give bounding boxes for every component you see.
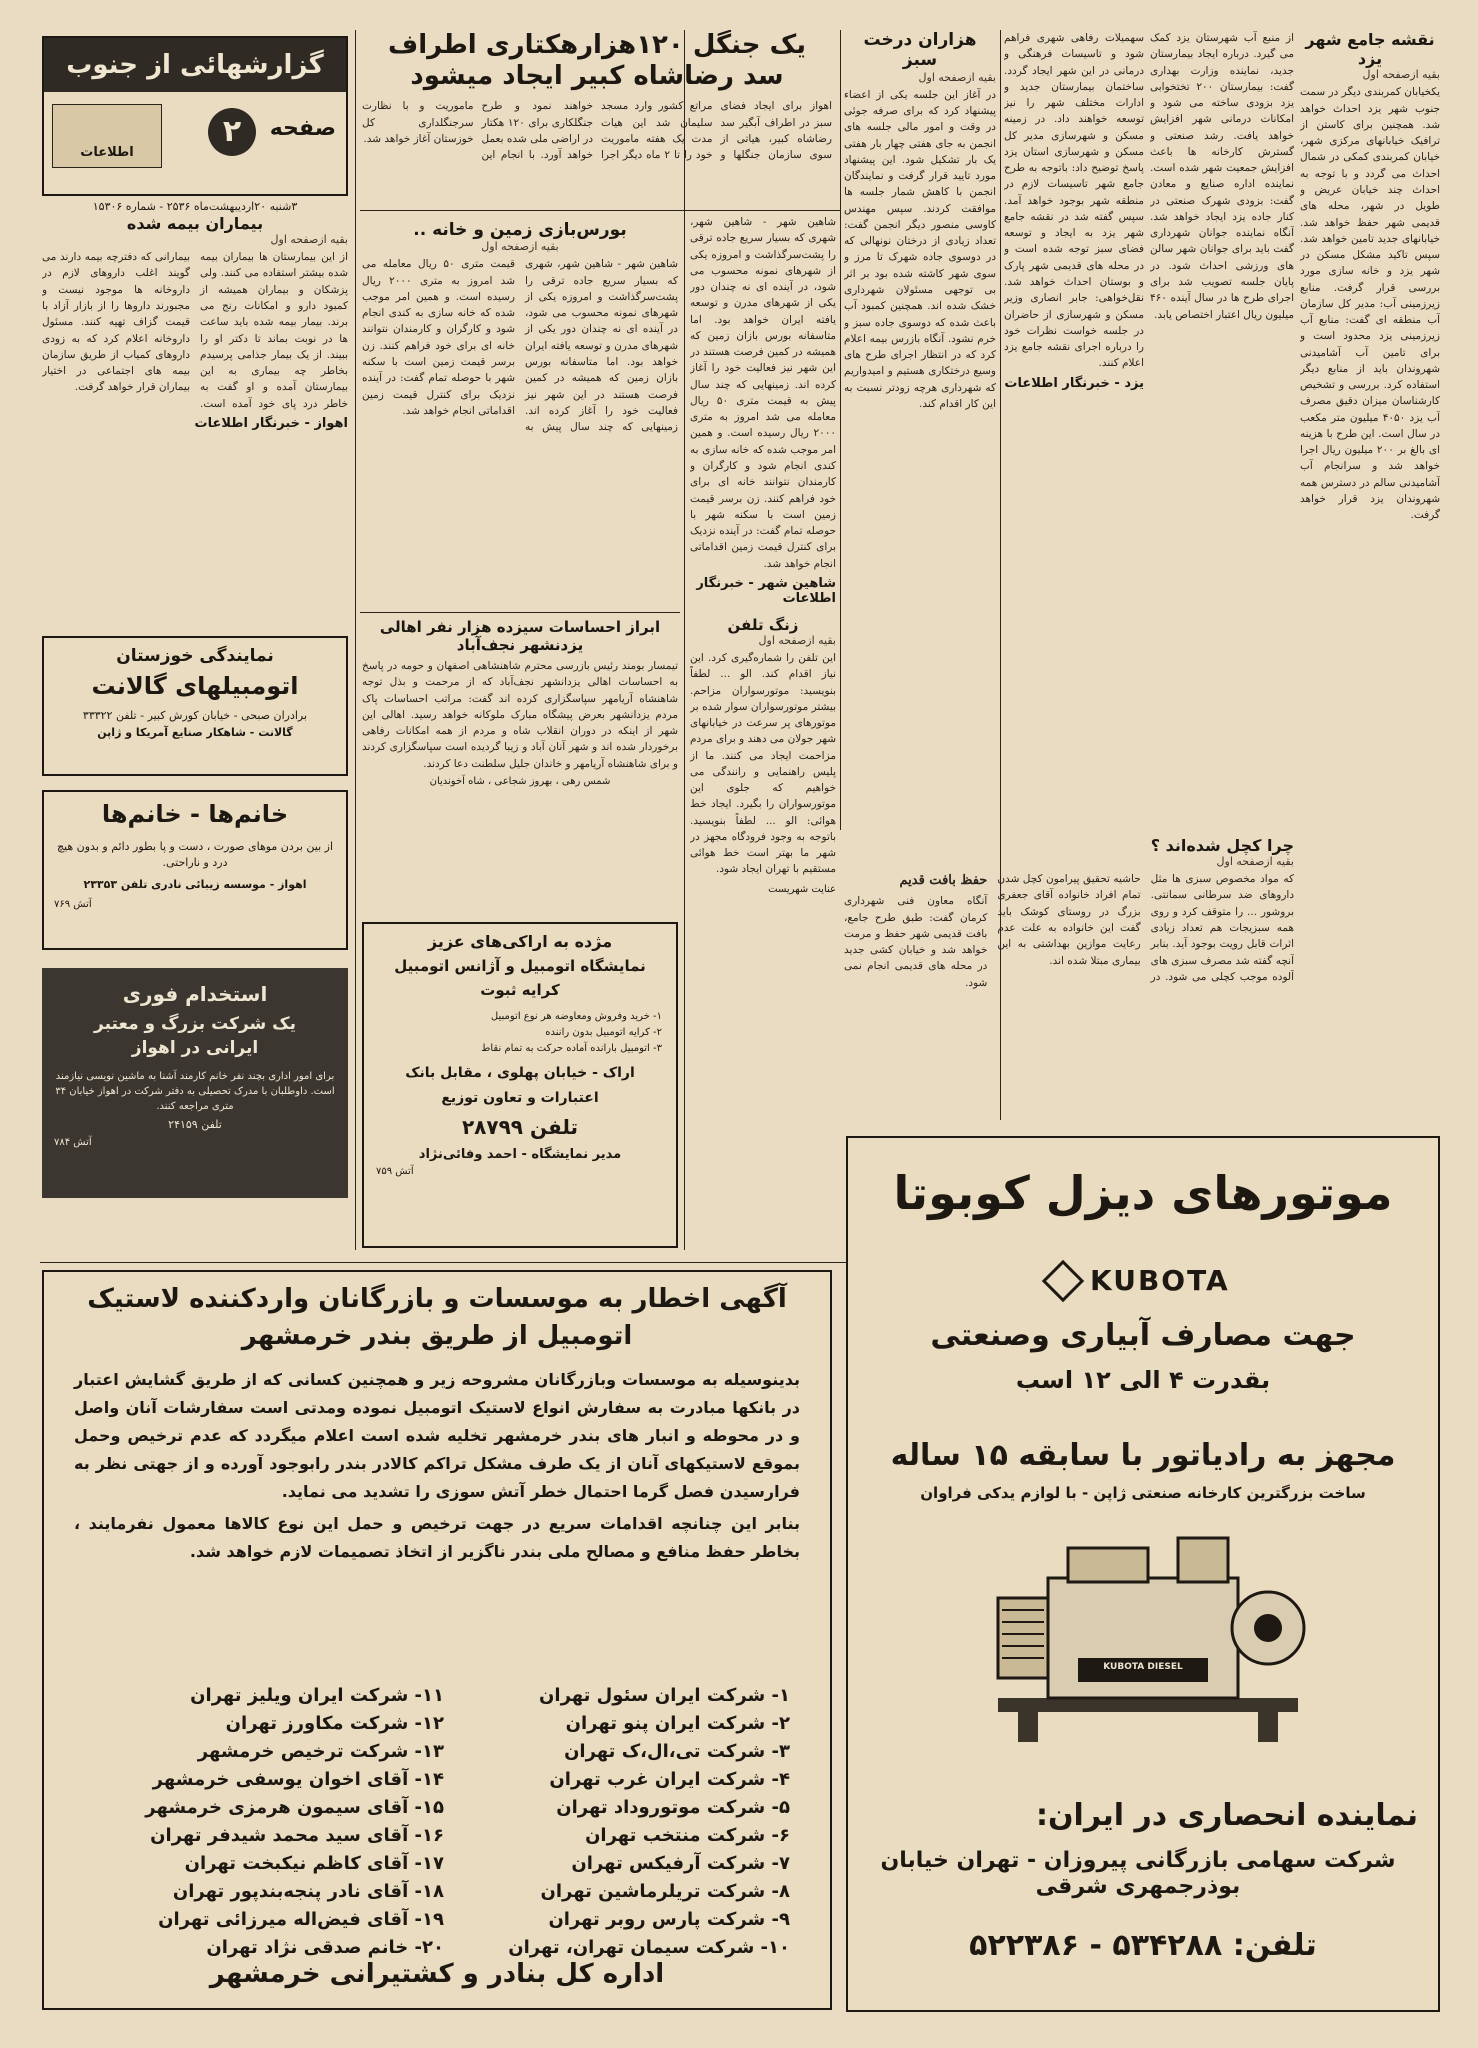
list-item: ۱۶- آقای سید محمد شیدفر تهران — [150, 1825, 444, 1846]
article-phone — [690, 616, 836, 1246]
ad-title: خانم‌ها - خانم‌ها — [101, 800, 289, 828]
list-item: ۷- شرکت آرفیکس تهران — [571, 1853, 790, 1874]
column-rule — [355, 30, 356, 1250]
ad-item: ۳- اتومبیل بارانده آماده حرکت به تمام نقاط — [481, 1043, 662, 1055]
ad-address: اراک - خیابان پهلوی ، مقابل بانک — [405, 1065, 635, 1082]
ad-manager: مدیر نمایشگاه - احمد وفائی‌نژاد — [418, 1146, 622, 1162]
headline: یک جنگل ۱۲۰هزارهکتاری اطراف — [388, 30, 806, 60]
article-body: سهمیلات رفاهی شهری فراهم شود و تاسیسات فرهنگی و درمانی در این شهر ایجاد گردد. ساختمان بیمارستان جدید و ادارات مختلف شهر را نیز توسعه خواهند داد. در زمینه مسکن و شهرسازی مدیر کل مسکن و شهرسازی استان یزد پاسخ توضیح داد: باتوجه به طرح جامع شهر تاسیسات لازم در منطقه شهر بوجود خواهد آمد. سپس گفته شد در نقشه جامع شهر یزد به ایجاد و توسعه فضای سبز توجه شده است و در محله های قدیمی شهر پارک و بوستان احداث خواهد شد. نقل‌خواهی: جابر انصاری وزیر مسکن و شهرسازی از حاضران در جلسه خواست نظرات خود را درباره اجرای نقشه جامع یزد اعلام کنند. — [1004, 32, 1144, 370]
newspaper-logo: اطلاعات — [52, 104, 162, 168]
date-line: ۳شنبه ۲۰اردیبهشت‌ماه ۲۵۳۶ - شماره ۱۵۳۰۶ — [92, 200, 298, 213]
kicker: بقیه ازصفحه اول — [918, 70, 996, 84]
article-text: که مواد مخصوص سبزی ها مثل داروهای ضد سرطانی سمانتی. بروشور ... را متوقف کرد و روی همه سبزیجات هم تعداد زیادی اثرات قابل رویت بوجود آید. بنابر آنچه گفته شد مصرف سبزی های آلوده موجب کچلی می شود. در حاشیه تحقیق پیرامون کچل شدن تمام افراد خانواده آقای جعفری بزرگ در روستای کوشک باید گفت این خانواده به علت عدم رعایت موازین بهداشتی به این بیماری مبتلا شده اند. — [997, 873, 1294, 983]
notice-title: اتومبیل از طریق بندر خرمشهر — [241, 1321, 633, 1352]
attribution: یزد - خبرنگار اطلاعات — [1004, 375, 1144, 391]
attribution: شمس رهی ، بهروز شجاعی ، شاه آخوندیان — [429, 775, 611, 787]
article-body: این تلفن را شماره‌گیری کرد. این نیاز اقدام کند. الو ... لطفاً بنویسید: موتورسواران مزاحم. بیشتر موتورسواران سوار شده بر موتورهای پر سرعت در خیابانهای شهر جولان می دهند و برای مردم مزاحمت ایجاد می کنند. ما از پلیس راهنمایی و رانندگی می خواهیم که جلوی این موتورسواران را بگیرد. ایجاد خط هوائی: الو ... لطفاً بنویسید. باتوجه به وجود فرودگاه مجهز در شهر ما بهتر است خط هوائی مستقیم با تهران ایجاد شود. — [690, 652, 836, 876]
ad-line: یک شرکت بزرگ و معتبر — [94, 1014, 296, 1034]
ad-line: گالانت - شاهکار صنایع آمریکا و ژاپن — [97, 726, 293, 740]
notice-body: بنابر این چنانچه اقدامات سریع در جهت ترخیص و حمل این نوع کالاها معمول نفرمایند ، بخاطر حفظ منافع و مصالح ملی بندر ناگزیر از اتخاذ تصمیمات لازم خواهد شد. — [74, 1514, 800, 1562]
page-label: صفحه — [269, 116, 336, 141]
headline: بورس‌بازی زمین و خانه .. — [413, 220, 627, 240]
article-green-trees — [844, 30, 996, 830]
ad-phone: تلفن ۲۸۷۹۹ — [461, 1114, 579, 1139]
article-body — [844, 871, 1294, 991]
ad-tag: آتش ۷۶۹ — [54, 898, 92, 910]
headline: زنگ تلفن — [727, 616, 799, 634]
list-item: ۴- شرکت ایران غرب تهران — [549, 1769, 790, 1790]
ad-contact: اهواز - موسسه زیبائی نادری تلفن ۲۳۳۵۳ — [83, 877, 307, 891]
article-body: تیمسار بومند رئیس بازرسی محترم شاهنشاهی اصفهان و حومه در پاسخ به احساسات اهالی یزدانشهر نجف‌آباد که از مرحمت و بذل توجه شاهنشاه آریامهر سپاسگزاری کرده اند گفت: مراتب احساسات پاک مردم یزدانشهر بعرض پیشگاه مبارک ملوکانه خواهد رسید. اهالی این شهر از اینکه در دوران انقلاب شاه و مردم از همه امکانات رفاهی برخوردار شده اند و شهر آنان آباد و زیبا گردیده است سپاسگزاری کردند و برای شاهنشاه آریامهر و خاندان جلیل سلطنت دعا کردند. — [362, 660, 678, 770]
kicker: بقیه ازصفحه اول — [1216, 855, 1294, 869]
article-city-plan — [1300, 30, 1440, 1210]
company-list-left — [84, 1682, 444, 1962]
ad-gallant — [42, 636, 348, 776]
list-item: ۱۱- شرکت ایران ویلیز تهران — [190, 1685, 444, 1706]
ad-ladies — [42, 790, 348, 950]
article-gratitude — [362, 618, 678, 918]
headline: سد رضاشاه کبیر ایجاد میشود — [410, 61, 784, 92]
kicker: بقیه ازصفحه اول — [481, 240, 559, 254]
kubota-line: مجهز به رادیاتور با سابقه ۱۵ ساله — [890, 1438, 1396, 1473]
article-body: از منبع آب شهرستان یزد کمک می گیرد. درباره ایجاد بیمارستان جدید، نماینده وزارت بهداری گفت: بیمارستان ۲۰۰ تختخوابی یزد بزودی ساخته می شود و امکانات درمانی شهر افزایش خواهد یافت. رشد صنعتی و گسترش کارخانه ها باعث افزایش جمعیت شهر شده است. نماینده اداره صنایع و معادن گفت: بزودی شهرک صنعتی در کنار جاده یزد ایجاد خواهد شد. آنگاه نماینده جوانان شهرداری گفت باید برای جوانان شهر سالن های ورزشی احداث شود. در پایان جلسه تصویب شد برای اجرای طرح ها در سال آینده ۴۶۰ میلیون ریال اعتبار اختصاص یابد. — [1150, 32, 1294, 321]
article-text: آنگاه معاون فنی شهرداری کرمان گفت: طبق طرح جامع، بافت قدیمی شهر حفظ و مرمت خواهد شد و خیابان کشی جدید در محله های قدیمی انجام نمی شود. — [844, 895, 988, 989]
ad-tag: آتش ۷۵۹ — [376, 1166, 414, 1178]
kicker: بقیه ازصفحه اول — [758, 634, 836, 647]
list-item: ۱۳- شرکت ترخیص خرمشهر — [197, 1741, 444, 1762]
headline: چرا کچل شده‌اند ؟ — [1150, 836, 1294, 855]
kubota-line: ساخت بزرگترین کارخانه صنعتی ژاپن - با لوازم یدکی فراوان — [920, 1484, 1366, 1502]
ad-tag: آتش ۷۸۴ — [54, 1136, 92, 1148]
article-land-exchange — [362, 220, 678, 608]
masthead-title: گزارشهائی از جنوب — [44, 38, 346, 92]
ad-line: ایرانی در اهواز — [131, 1038, 259, 1059]
dealer-title: نماینده انحصاری در ایران: — [1035, 1798, 1418, 1833]
page-number-badge: ۲ — [208, 108, 256, 156]
article-insurance — [42, 214, 348, 624]
attribution: عنایت شهریست — [768, 883, 836, 895]
list-item: ۱۲- شرکت مکاورز تهران — [225, 1713, 444, 1734]
headline: ابراز احساسات سیزده هزار نفر اهالی — [379, 618, 661, 636]
column-rule — [684, 30, 685, 1250]
list-item: ۹- شرکت پارس روبر تهران — [548, 1909, 790, 1930]
kubota-line: جهت مصارف آبیاری وصنعتی — [930, 1318, 1356, 1353]
notice-signature: اداره کل بنادر و کشتیرانی خرمشهر — [209, 1958, 665, 1989]
article-body: شاهین شهر - شاهین شهر، شهری که بسیار سریع جاده ترقی را پشت‌سرگذاشت و امروزه یکی از شهرهای نمونه محسوب می شود، در آینده ای نه چندان دور یکی از شهرهای مدرن و توسعه یافته ایران خواهد بود. اما متاسفانه بورس بازان زمین که همیشه در کمین فرصت هستند در این شهر نیز فعالیت خود را آغاز کرده اند. زمینهایی که چند سال پیش به قیمت متری ۵۰ ریال معامله می شد امروز به متری ۲۰۰۰ ریال رسیده است. و همین امر موجب شده که خانه سازی به کندی انجام شود و کارگران و کارمندان نتوانند خانه ای برای خود فراهم کنند. زن برسر قیمت زمین است با سکنه شهر با حوصله تمام گفت: در آینده نزدیک برای کنترل قیمت زمین اقداماتی انجام خواهد شد. — [690, 216, 836, 570]
ad-item: ۱- خرید وفروش ومعاوضه هر نوع اتومبیل — [490, 1011, 662, 1023]
kubota-logo — [1048, 1264, 1248, 1298]
ad-line: برادران صبحی - خیابان کورش کبیر - تلفن ۳۳۳۲۲ — [82, 709, 308, 723]
list-item: ۱- شرکت ایران سئول تهران — [539, 1685, 790, 1706]
list-item: ۳- شرکت تی،ال،ک تهران — [564, 1741, 790, 1762]
ad-line: کرایه ثبوت — [480, 981, 560, 1000]
notice-body: بدینوسیله به موسسات وبازرگانان مشروحه زیر و همچنین کسانی که از طریق گشایش اعتبار در بانکها مبادرت به سفارش انواع لاستیک اتومبیل نموده ومدتی است سفارشات آنان واصل و در محوطه و انبار های بندر خرمشهر تخلیه شده است اعلام میگردد که عدم ترخیص وحمل بموقع لاستیکهای آنان از یک طرف مشکل تراکم کالادر بندر رابوجود آورده و از جهتی نظر به فرارسیدن فصل گرما احتمال خطر آتش سوزی را تشدید می نماید. — [74, 1370, 800, 1502]
dealer-name: شرکت سهامی بازرگانی پیروزان - تهران خیابان بوذرجمهری شرقی — [880, 1848, 1396, 1900]
list-item: ۱۹- آقای فیض‌اله میرزائی تهران — [158, 1909, 444, 1930]
section-rule — [360, 612, 680, 613]
kubota-logo-icon — [1042, 1260, 1084, 1302]
kicker: بقیه ازصفحه اول — [1362, 68, 1440, 82]
article-body: شاهین شهر - شاهین شهر، شهری که بسیار سریع جاده ترقی را پشت‌سرگذاشت و امروزه یکی از شهرهای نمونه محسوب می شود، در آینده ای نه چندان دور یکی از شهرهای مدرن و توسعه یافته ایران خواهد بود. اما متاسفانه بورس بازان زمین که همیشه در کمین فرصت هستند در این شهر نیز فعالیت خود را آغاز کرده اند. زمینهایی که چند سال پیش به قیمت متری ۵۰ ریال معامله می شد امروز به متری ۲۰۰۰ ریال رسیده است. و همین امر موجب شده که خانه سازی به کندی انجام شود و کارگران و کارمندان نتوانند خانه ای برای خود فراهم کنند. زن برسر قیمت زمین است با سکنه شهر با حوصله تمام گفت: در آینده نزدیک برای کنترل قیمت زمین اقداماتی انجام خواهد شد. — [362, 258, 678, 434]
headline: بیماران بیمه شده — [126, 214, 264, 233]
list-item: ۱۵- آقای سیمون هرمزی خرمشهر — [145, 1797, 444, 1818]
article-forest — [362, 30, 832, 206]
list-item: ۱۰- شرکت سیمان تهران، تهران — [508, 1937, 790, 1958]
article-body: از این بیمارستان ها بیماران بیمه شده بیشتر استفاده می کنند. ولی پزشکان و بیماران همیشه از کمبود دارو و امکانات رنج می برند. بیمار بیمه شده باید ساعت ها در نوبت بماند تا دکتر او را ببیند. از یک بیمار جذامی پرسیدم بخاطر چه بیماری به این بیمارستان آمده و او گفت به خاطر درد پای خود آمده است. بیمارانی که دفترچه بیمه دارند می گویند اغلب داروهای لازم در داروخانه ها موجود نیست و مجبورند داروها را از بازار آزاد با قیمت گزاف تهیه کنند. مسئول داروخانه اعلام کرد که به زودی داروهای کمیاب از طریق سازمان بیمه های اجتماعی در اختیار بیماران قرار خواهد گرفت. — [42, 251, 348, 410]
ad-phone: تلفن ۲۴۱۵۹ — [168, 1117, 222, 1131]
ad-title: استخدام فوری — [122, 982, 268, 1006]
column-rule — [840, 30, 841, 830]
section-rule — [360, 210, 840, 211]
dealer-phone: تلفن: ۵۳۴۲۸۸ - ۵۲۲۳۸۶ — [969, 1928, 1317, 1963]
ad-line: نمایشگاه اتومبیل و آژانس اتومبیل — [394, 957, 646, 976]
ad-body: برای امور اداری بچند نفر خانم کارمند آشنا به ماشین نویسی نیازمند است. داوطلبان با مدرک تحصیلی به دفتر شرکت در اهواز خیابان ۳۴ متری مراجعه کنند. — [55, 1070, 335, 1112]
notice-title: آگهی اخطار به موسسات و بازرگانان واردکننده لاستیک — [87, 1284, 787, 1314]
ad-hiring — [42, 968, 348, 1198]
headline: یزدنشهر نجف‌آباد — [456, 636, 584, 654]
article-why-faded — [844, 836, 1294, 1126]
headline: هزاران درخت سبز — [863, 30, 977, 71]
list-item: ۲۰- خانم صدقی نژاد تهران — [206, 1937, 444, 1958]
attribution: اهواز - خبرنگار اطلاعات — [194, 415, 348, 431]
article-land-exchange-cont — [690, 214, 836, 610]
list-item: ۶- شرکت منتخب تهران — [585, 1825, 790, 1846]
list-item: ۱۴- آقای اخوان یوسفی خرمشهر — [152, 1769, 444, 1790]
attribution: شاهین شهر - خبرنگار اطلاعات — [696, 575, 836, 606]
list-item: ۵- شرکت موتوروداد تهران — [556, 1797, 790, 1818]
kubota-line: بقدرت ۴ الی ۱۲ اسب — [1015, 1366, 1271, 1394]
ad-tire-notice — [42, 1270, 832, 2010]
article-body: در آغاز این جلسه یکی از اعضاء پیشنهاد کرد که برای صرفه جوئی در وقت و امور مالی جلسه های انجمن به جای هفتی چهار بار هفتی یک بار تشکیل شود. این پیشنهاد مورد تایید قرار گرفت و نمایندگان انجمن با کاهش شمار جلسه ها موافقت کردند. سپس مهندس کاوسی منصور دیگر انجمن گفت: تعداد زیادی از درختان نونهالی که در دوسوی جاده شهرک تا مرز و سوی شهر کاشته شده بود بر اثر بی توجهی مسئولان شهرداری خشک شده اند. همچنین کمبود آب باعث شده که دوسوی جاده سبز و خرم نشود. آنگاه بازرس بیمه اعلام کرد که در انتظار اجرای طرح های وسیع درختکاری هستیم و امیدواریم که شهرداری هرچه زودتر نسبت به این کار اقدام کند. — [844, 88, 996, 410]
ad-body: از بین بردن موهای صورت ، دست و پا بطور دائم و بدون هیچ درد و ناراحتی. — [56, 839, 334, 870]
kubota-title: موتورهای دیزل کوبوتا — [893, 1166, 1393, 1220]
subhead: حفظ بافت قدیم — [899, 873, 988, 889]
company-list-right — [430, 1682, 790, 1962]
ad-kubota — [846, 1136, 1440, 2012]
ad-title: مژده به اراکی‌های عزیز — [427, 932, 613, 951]
kicker: بقیه ازصفحه اول — [270, 233, 348, 247]
ad-item: ۲- کرایه اتومبیل بدون راننده — [545, 1027, 662, 1039]
article-body: اهواز برای ایجاد فضای سبز در اطراف آبگیر سد رضاشاه کبیر، هیاتی از سوی سازمان جنگلها و مراتع کشور وارد مسجد سلیمان شد این هیات مدت یک هفته ماموریت خود را تا ۲ ماه دیگر اجرا خواهند نمود و طرح جنگلکاری برای ۱۲۰ هکتار در اراضی ملی شده بعمل خواهد آورد. با انجام این ماموریت و با نظارت سرجنگلداری کل خوزستان آغاز خواهد شد. — [362, 100, 832, 162]
kubota-brand: KUBOTA — [1090, 1264, 1230, 1297]
list-item: ۱۷- آقای کاظم نیکبخت تهران — [184, 1853, 444, 1874]
article-body: یکخیابان کمربندی دیگر در سمت جنوب شهر یزد احداث خواهد شد. همچنین برای کاستن از ترافیک خیابانهای مرکزی شهر، خیابان کمربندی کمکی در شمال احداث می گردد و با توجه به احداث چند خیابان عریض و طویل در شهر، محله های قدیمی شهر حفظ خواهد شد. خیابانهای جدید تامین خواهد شد. سپس تاکید مشکل مسکن در شهر یزد و خانه سازی مورد بررسی قرار گرفت. منابع زیرزمینی آب: مدیر کل سازمان آب منطقه ای گفت: منابع آب زیرزمینی یزد محدود است و برای تامین آب آشامیدنی شهروندان باید از منابع دیگر استفاده کرد. بررسی و تشخیص کارشناسان میزان دقیق مصرف آب یزد ۴۰۵۰ میلیون متر مکعب در سال است. این طرح با هزینه ای بالغ بر ۲۰۰ میلیون ریال اجرا خواهد شد و سرانجام آب آشامیدنی سالم در دسترس همه شهروندان یزد قرار خواهد گرفت. — [1300, 86, 1440, 522]
ad-title: نمایندگی خوزستان — [116, 646, 274, 666]
diesel-engine-illustration — [978, 1518, 1318, 1758]
ad-brand: اتومبیلهای گالانت — [91, 672, 299, 701]
engine-label: KUBOTA DIESEL — [1103, 1662, 1183, 1672]
list-item: ۲- شرکت ایران پنو تهران — [565, 1713, 790, 1734]
list-item: ۸- شرکت تریلرماشین تهران — [540, 1881, 790, 1902]
ad-items — [378, 1009, 662, 1057]
ad-arak — [362, 922, 678, 1248]
masthead — [42, 36, 348, 196]
ad-credit: اعتبارات و تعاون توزیع — [441, 1089, 599, 1106]
headline: نقشه جامع شهر یزد — [1305, 30, 1435, 69]
list-item: ۱۸- آقای نادر پنجه‌بندپور تهران — [172, 1881, 444, 1902]
